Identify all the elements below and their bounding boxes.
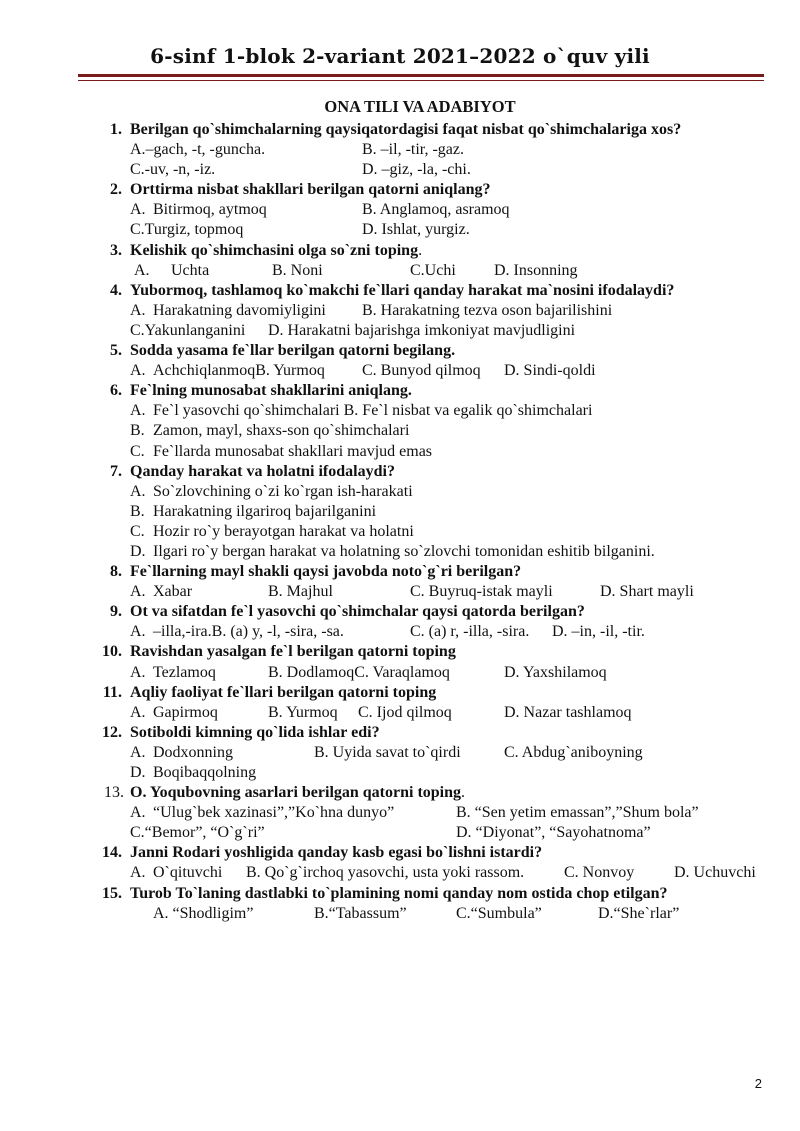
answer-option: C. Nonvoy [564,864,635,882]
question-stem: Aqliy faoliyat fe`llari berilgan qatorni toping [130,683,437,701]
question-number: 9. [110,603,122,621]
option-line [0,401,800,421]
option-line [0,863,800,883]
answer-option: D.“She`rlar” [598,904,680,922]
answer-option: A. [130,663,146,681]
question-list [0,120,800,924]
option-line [0,482,800,502]
question-stem: Fe`lning munosabat shakllarini aniqlang. [130,382,412,400]
answer-option: Tezlamoq [153,663,216,681]
option-line [0,582,800,602]
answer-option: B. Uyida savat to`qirdi [314,743,461,761]
question-text [130,241,422,261]
question-line [0,562,800,582]
question-text [130,462,395,482]
question-number: 15. [102,884,122,902]
header-rule-thick [78,74,764,77]
question-number: 6. [110,382,122,400]
answer-option: B. DodlamoqC. Varaqlamoq [268,663,450,681]
question-number: 8. [110,563,122,581]
question-number: 3. [110,241,122,259]
answer-option: C. Abdug`aniboyning [504,743,643,761]
option-line [0,160,800,180]
answer-option: Harakatning ilgariroq bajarilganini [153,502,377,520]
answer-option: D. Insonning [494,261,578,279]
header-rule-thin [78,80,764,81]
question-text [130,723,380,743]
answer-option: Hozir ro`y berayotgan harakat va holatni [153,522,414,540]
answer-option: B. Yurmoq [268,703,338,721]
answer-option: A. [130,743,146,761]
question-text [130,341,455,361]
answer-option: C. (a) r, -illa, -sira. [410,623,530,641]
question-text [130,562,521,582]
question-line [0,180,800,200]
question-text [130,642,456,662]
answer-option: D. –in, -il, -tir. [552,623,645,641]
question-number: 14. [102,844,122,862]
question-text [130,843,542,863]
question-text [130,281,674,301]
answer-option: B. Anglamoq, asramoq [362,201,510,219]
answer-option: Harakatning davomiyligini [153,301,326,319]
answer-option: Fe`l yasovchi qo`shimchalari B. Fe`l nisbat va egalik qo`shimchalari [153,402,593,420]
answer-option: Xabar [153,583,193,601]
option-line [0,663,800,683]
option-line [0,522,800,542]
answer-option: A. [130,301,146,319]
answer-option: D. –giz, -la, -chi. [362,161,471,179]
answer-option: C. [130,522,145,540]
question-stem: Ot va sifatdan fe`l yasovchi qo`shimchalar qaysi qatorda berilgan? [130,603,585,621]
question-number: 11. [102,683,122,701]
question-text [130,683,436,703]
answer-option: C. Buyruq-istak mayli [410,583,553,601]
question-line [0,381,800,401]
option-line [0,823,800,843]
answer-option: A. [130,703,146,721]
answer-option: C. Bunyod qilmoq [362,362,481,380]
question-number: 12. [102,723,122,741]
option-line [0,421,800,441]
answer-option: A. [134,261,150,279]
answer-option: C.Turgiz, topmoq [130,221,244,239]
answer-option: A. [130,482,146,500]
option-line [0,622,800,642]
answer-option: B. Qo`g`irchoq yasovchi, usta yoki rassom. [246,864,525,882]
question-stem: Qanday harakat va holatni ifodalaydi? [130,462,395,480]
answer-option: B. Noni [272,261,323,279]
answer-option: B. Majhul [268,583,333,601]
question-stem-suffix: . [418,241,423,259]
answer-option: Uchta [171,261,210,279]
answer-option: B.“Tabassum” [314,904,407,922]
answer-option: C. [130,442,145,460]
option-line [0,442,800,462]
question-number: 13. [104,784,124,802]
answer-option: A.–gach, -t, -guncha. [130,141,266,159]
question-line [0,843,800,863]
answer-option: A. [130,583,146,601]
answer-option: A. “Shodligim” [153,904,254,922]
question-line [0,241,800,261]
answer-option: Fe`llarda munosabat shakllari mavjud emas [153,442,433,460]
answer-option: Dodxonning [153,743,233,761]
question-line [0,281,800,301]
answer-option: D. [130,542,146,560]
option-line [0,542,800,562]
answer-option: C.Uchi [410,261,456,279]
answer-option: D. Yaxshilamoq [504,663,607,681]
option-line [0,502,800,522]
option-line [0,261,800,281]
option-line [0,361,800,381]
answer-option: Zamon, mayl, shaxs-son qo`shimchalari [153,422,410,440]
answer-option: D. Uchuvchi [674,864,756,882]
question-line [0,723,800,743]
option-line [0,301,800,321]
answer-option: D. Shart mayli [600,583,694,601]
answer-option: B. [130,502,145,520]
question-text [130,180,490,200]
question-stem: Sotiboldi kimning qo`lida ishlar edi? [130,723,380,741]
question-line [0,783,800,803]
option-line [0,803,800,823]
answer-option: O`qituvchi [153,864,223,882]
question-number: 7. [110,462,122,480]
answer-option: C.Yakunlanganini [130,321,246,339]
question-stem: Yubormoq, tashlamoq ko`makchi fe`llari qanday harakat ma`nosini ifodalaydi? [130,281,675,299]
answer-option: B. Harakatning tezva oson bajarilishini [362,301,613,319]
option-line [0,904,800,924]
question-text [130,602,585,622]
question-stem: Fe`llarning mayl shakli qaysi javobda noto`g`ri berilgan? [130,563,522,581]
question-text [130,381,412,401]
page-title: 6-sinf 1-blok 2-variant 2021–2022 o`quv yili [150,44,650,68]
answer-option: A. [130,402,146,420]
question-line [0,683,800,703]
question-stem-suffix: . [461,784,466,802]
answer-option: A. [130,864,146,882]
answer-option: D. Sindi-qoldi [504,362,596,380]
answer-option: Bitirmoq, aytmoq [153,201,267,219]
answer-option: Ilgari ro`y bergan harakat va holatning so`zlovchi tomonidan eshitib bilganini. [153,542,655,560]
question-stem: Ravishdan yasalgan fe`l berilgan qatorni toping [130,643,456,661]
answer-option: C.-uv, -n, -iz. [130,161,216,179]
answer-option: C.“Sumbula” [456,904,542,922]
question-stem: Sodda yasama fe`llar berilgan qatorni begilang. [130,342,456,360]
question-number: 5. [110,342,122,360]
question-text [130,884,668,904]
question-stem: Kelishik qo`shimchasini olga so`zni toping [130,241,419,259]
answer-option: A. [130,804,146,822]
option-line [0,140,800,160]
question-number: 2. [110,181,122,199]
question-stem: Orttirma nisbat shakllari berilgan qatorni aniqlang? [130,181,491,199]
question-stem: O. Yoqubovning asarlari berilgan qatorni toping [130,784,462,802]
answer-option: B. [130,422,145,440]
question-text [130,120,681,140]
option-line [0,703,800,723]
question-line [0,884,800,904]
question-stem: Janni Rodari yoshligida qanday kasb egasi bo`lishni istardi? [130,844,543,862]
answer-option: AchchiqlanmoqB. Yurmoq [153,362,325,380]
question-line [0,642,800,662]
answer-option: Gapirmoq [153,703,218,721]
answer-option: A. [130,623,146,641]
answer-option: B. –il, -tir, -gaz. [362,141,464,159]
answer-option: D. Nazar tashlamoq [504,703,632,721]
answer-option: Boqibaqqolning [153,764,257,781]
answer-option: D. “Diyonat”, “Sayohatnoma” [456,824,651,842]
answer-option: B. “Sen yetim emassan”,”Shum bola” [456,804,699,822]
question-number: 4. [110,281,122,299]
question-stem: Berilgan qo`shimchalarning qaysiqatordagisi faqat nisbat qo`shimchalariga xos? [130,121,682,138]
answer-option: D. Ishlat, yurgiz. [362,221,470,239]
answer-option: A. [130,362,146,380]
question-text [130,783,465,803]
subject-heading: ONA TILI VA ADABIYOT [324,97,516,116]
question-line [0,341,800,361]
answer-option: C. Ijod qilmoq [358,703,452,721]
question-number: 1. [110,121,122,138]
answer-option: “Ulug`bek xazinasi”,”Ko`hna dunyo” [153,804,395,822]
question-number: 10. [102,643,122,661]
answer-option: A. [130,201,146,219]
question-stem: Turob To`laning dastlabki to`plamining nomi qanday nom ostida chop etilgan? [130,884,668,902]
question-line [0,602,800,622]
page-number: 2 [754,1076,762,1091]
answer-option: D. Harakatni bajarishga imkoniyat mavjudligini [268,321,576,339]
answer-option: D. [130,764,146,781]
option-line [0,220,800,240]
answer-option: C.“Bemor”, “O`g`ri” [130,824,265,842]
option-line [0,763,800,783]
option-line [0,743,800,763]
answer-option: So`zlovchining o`zi ko`rgan ish-harakati [153,482,413,500]
option-line [0,321,800,341]
answer-option: –illa,-ira.B. (a) y, -l, -sira, -sa. [153,623,344,641]
question-line [0,462,800,482]
option-line [0,200,800,220]
question-line [0,120,800,140]
